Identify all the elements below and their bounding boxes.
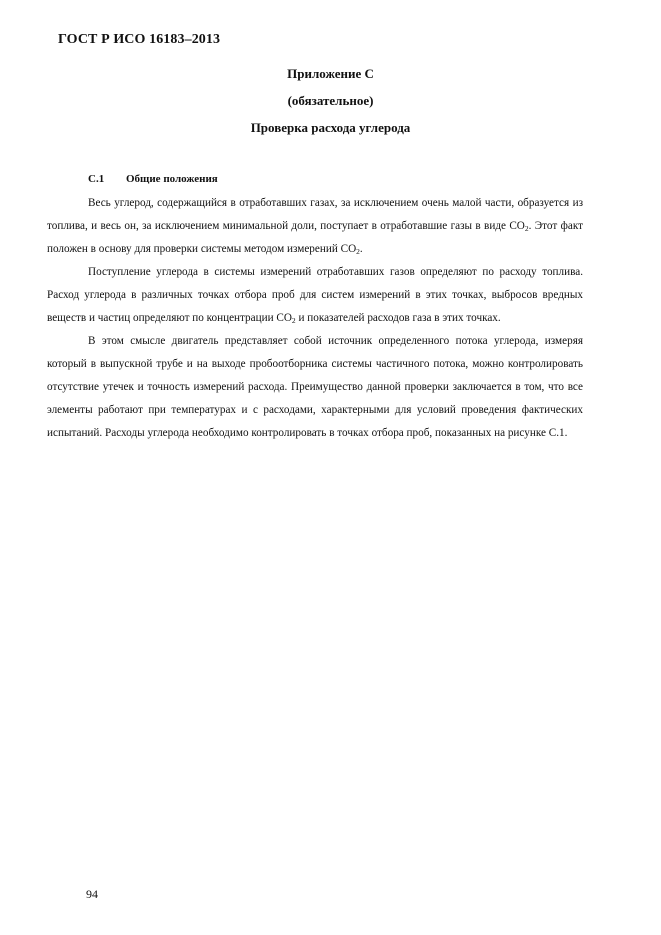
paragraph-2-text-1: Поступление углерода в системы измерений отработавших газов определяют по расходу топлива. Расход углерода в различных точках отбора проб для систем измерений в этих точках, выбросов вредных веществ и частиц определяют по концентрации CO (47, 266, 583, 324)
co2-subscript: 2 (524, 224, 529, 233)
paragraph-1-text-1: Весь углерод, содержащийся в отработавших газах, за исключением очень малой части, образуется из топлива, и весь он, за исключением минимальной доли, поступает в отработавшие газы в виде CO (47, 197, 583, 232)
co2-subscript: 2 (291, 316, 296, 325)
paragraph-2-text-2: и показателей расходов газа в этих точках. (295, 312, 501, 324)
body-text (47, 192, 583, 445)
paragraph-2 (47, 261, 583, 330)
section-heading (88, 173, 218, 185)
paragraph-1-text-3: . (359, 243, 363, 255)
appendix-title: Приложение С (287, 66, 374, 81)
paragraph-3 (47, 330, 583, 445)
document-header: ГОСТ Р ИСО 16183–2013 (58, 32, 221, 47)
co2-subscript: 2 (356, 247, 360, 256)
appendix-name: Проверка расхода углерода (250, 120, 411, 135)
appendix-status: (обязательное) (287, 93, 374, 108)
paragraph-1-text-2: . Этот факт положен в основу для проверки системы методом измерений CO (47, 220, 583, 255)
page-number: 94 (86, 887, 98, 901)
section-title: Общие положения (126, 173, 218, 185)
paragraph-3-text-1: В этом смысле двигатель представляет собой источник определенного потока углерода, измеряя который в выпускной трубе и на выходе пробоотборника системы частичного потока, можно контролировать отсутствие утечек и точность измерений расхода. Преимущество данной проверки заключается в том, что все элементы работают при температурах и с расходами, характерными для условий проведения фактических испытаний. Расходы углерода необходимо контролировать в точках отбора проб, показанных на рисунке С.1. (47, 335, 583, 439)
paragraph-1 (47, 192, 583, 261)
section-number: С.1 (88, 173, 105, 185)
